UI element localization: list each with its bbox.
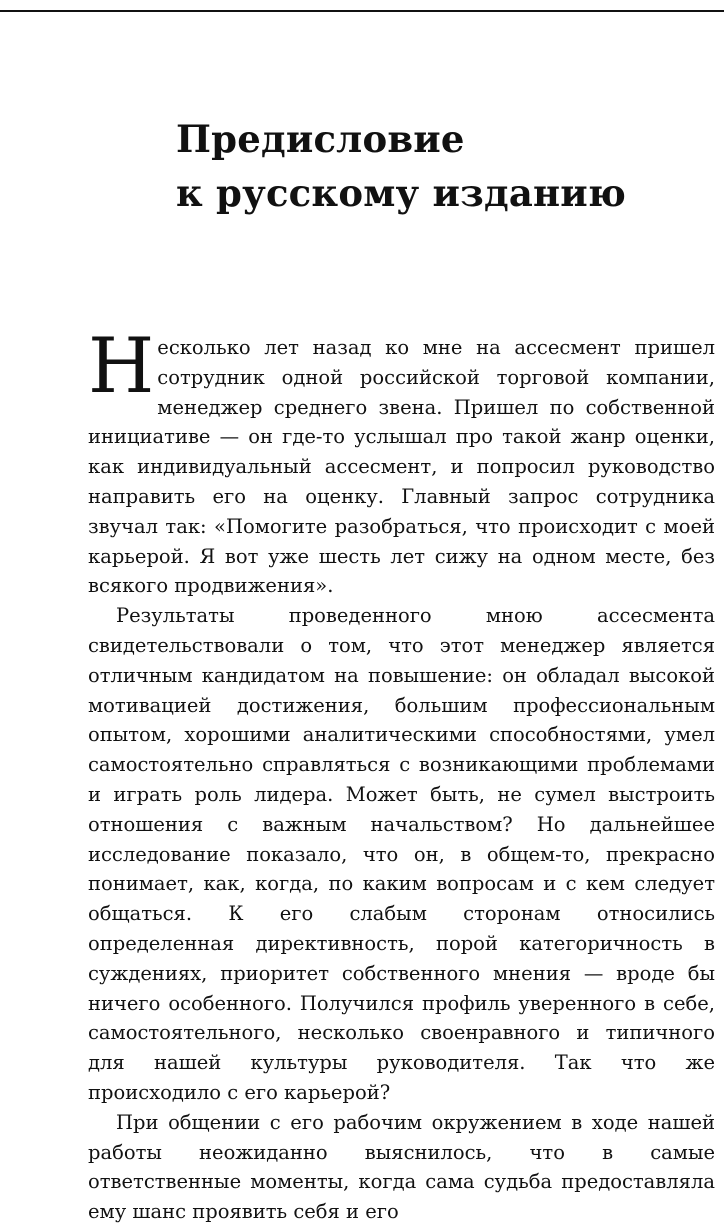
body-text bbox=[88, 321, 715, 1227]
paragraph-2: Результаты проведенного мною ассесмента свидетельствовали о том, что этот менеджер является отличным кандидатом на повышение: он обладал высокой мотивацией достижения, большим профессиональным опытом, хорошими аналитическими способностями, умел самостоятельно справляться с возникающими проблемами и играть роль лидера. Может быть, не сумел выстроить отношения с важным начальством? Но дальнейшее исследование показало, что он, в общем-то, прекрасно понимает, как, когда, по каким вопросам и с кем следует общаться. К его слабым сторонам относились определенная директивность, порой категоричность в суждениях, приоритет собственного мнения — вроде бы ничего особенного. Получился профиль уверенного в себе, самостоятельного, несколько своенравного и типичного для нашей культуры руководителя. Так что же происходило с его карьерой? bbox=[88, 604, 715, 1104]
paragraph-1-text: есколько лет назад ко мне на ассесмент пришел сотрудник одной российской торговой компании, менеджер среднего звена. Пришел по собственной инициативе — он где-то услышал про такой жанр оценки, как индивидуальный ассесмент, и попросил руководство направить его на оценку. Главный запрос сотрудника звучал так: «Помогите разобраться, что происходит с моей карьерой. Я вот уже шесть лет сижу на одном месте, без всякого продвижения». bbox=[88, 336, 715, 598]
chapter-title bbox=[176, 112, 716, 220]
drop-cap: Н bbox=[88, 321, 155, 410]
top-rule bbox=[0, 10, 724, 12]
paragraph-1 bbox=[88, 321, 715, 601]
chapter-title-line-2: к русскому изданию bbox=[176, 171, 627, 215]
chapter-title-line-1: Предисловие bbox=[176, 117, 465, 161]
paragraph-3: При общении с его рабочим окружением в ходе нашей работы неожиданно выяснилось, что в самые ответственные моменты, когда сама судьба предоставляла ему шанс проявить себя и его bbox=[88, 1110, 715, 1224]
